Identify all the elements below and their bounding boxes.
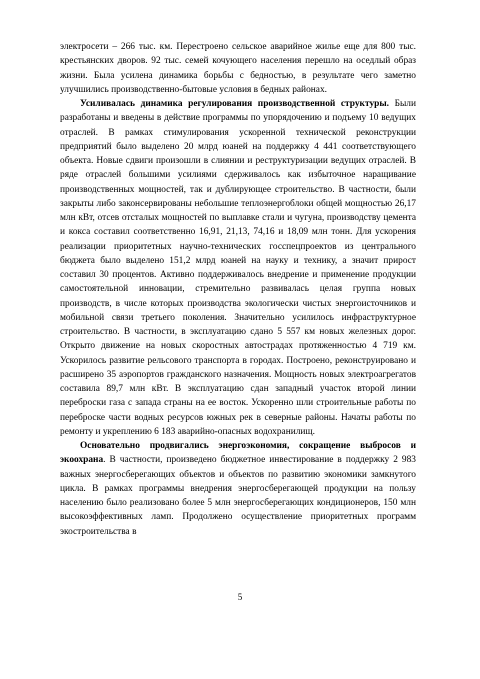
paragraph-3: [60, 439, 416, 539]
paragraph-2: [60, 97, 416, 439]
paragraph-3-body: . В частности, произведено бюджетное инвестирование в поддержку 2 983 важных энергосберегающих объектов и объектов по развитию экономики замкнутого цикла. В рамках программы внедрения энергосберегающей продукции на пользу населению было реализовано более 5 млн энергосберегающих кондиционеров, 150 млн высокоэффективных ламп. Продолжено осуществление приоритетных программ экостроительства в: [60, 455, 416, 537]
paragraph-2-lead: Усиливалась динамика регулирования производственной структуры.: [80, 99, 390, 109]
document-page: [60, 40, 416, 640]
paragraph-2-body: Были разработаны и введены в действие программы по упорядочению и подъему 10 ведущих отраслей. В рамках стимулирования ускоренной технической реконструкции предприятий было выделено 20 млрд юаней на поддержку 4 441 соответствующего объекта. Новые сдвиги произошли в слиянии и реструктуризации ведущих отраслей. В ряде отраслей большими усилиями сдерживалось как избыточное наращивание производственных мощностей, так и дублирующее строительство. В частности, были закрыты либо законсервированы небольшие теплоэнергоблоки общей мощностью 26,17 млн кВт, отсев отсталых мощностей по выплавке стали и чугуна, производству цемента и кокса составил соответственно 16,91, 21,13, 74,16 и 18,09 млн тонн. Для ускорения реализации приоритетных научно-технических госспецпроектов из центрального бюджета было выделено 151,2 млрд юаней на науку и технику, а значит прирост составил 30 процентов. Активно поддерживалось внедрение и применение продукции самостоятельной инновации, стремительно развивалась целая группа новых производств, в числе которых производства экологически чистых энергоисточников и мобильной связи третьего поколения. Значительно усилилось инфраструктурное строительство. В частности, в эксплуатацию сдано 5 557 км новых железных дорог. Открыто движение на новых скоростных автострадах протяженностью 4 719 км. Ускорилось развитие рельсового транспорта в городах. Построено, реконструировано и расширено 35 аэропортов гражданского назначения. Мощность новых электроагрегатов составила 89,7 млн кВт. В эксплуатацию сдан западный участок второй линии переброски газа с запада страны на ее восток. Ускоренно шли строительные работы по переброске части водных ресурсов южных рек в северные районы. Начаты работы по ремонту и укреплению 6 183 аварийно-опасных водохранилищ.: [60, 99, 416, 437]
paragraph-1-body: электросети – 266 тыс. км. Перестроено сельское аварийное жилье еще для 800 тыс. крестьянских дворов. 92 тыс. семей кочующего населения перешло на оседлый образ жизни. Была усилена динамика борьбы с бедностью, в результате чего заметно улучшились производственно-бытовые условия в бедных районах.: [60, 42, 416, 95]
paragraph-3-lead: Основательно продвигались энергоэкономия, сокращение выбросов и экоохрана: [60, 441, 416, 466]
paragraph-1: [60, 40, 416, 97]
page-number: 5: [237, 592, 243, 602]
